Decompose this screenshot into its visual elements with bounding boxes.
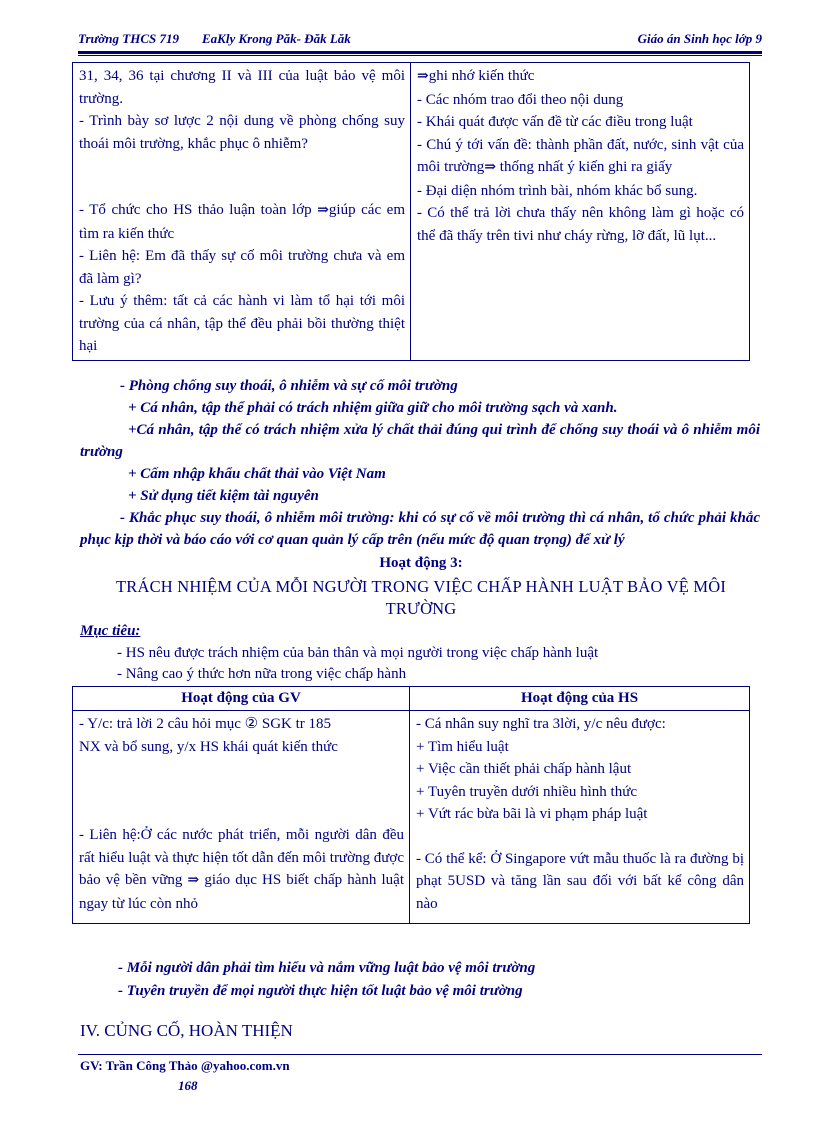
header-location: EaKly Krong Păk- Đăk Lăk	[202, 31, 351, 46]
spacer	[79, 802, 404, 824]
header-rule-thick	[78, 51, 762, 54]
header-subject: Giáo án Sinh học lớp 9	[637, 31, 762, 46]
header-school: Trường THCS 719	[78, 31, 179, 46]
section-heading: IV. CỦNG CỐ, HOÀN THIỆN	[80, 1021, 293, 1040]
hs-text: + Tìm hiểu luật	[416, 738, 509, 755]
summary-block-1	[80, 375, 760, 551]
activity-table-continued	[72, 62, 750, 361]
objective-label: Mục tiêu:	[80, 623, 141, 639]
spacer	[416, 826, 744, 848]
gv-column	[73, 711, 410, 924]
hs-text: - Cá nhân suy nghĩ tra 3lời, y/c nêu được:	[416, 716, 666, 732]
spacer	[79, 177, 405, 199]
activity-heading: TRÁCH NHIỆM CỦA MỖI NGƯỜI TRONG VIỆC CHẤP HÀNH LUẬT BẢO VỆ MÔI TRƯỜNG	[115, 577, 727, 618]
hs-column	[411, 63, 750, 361]
gv-column	[73, 63, 411, 361]
column-header-gv: Hoạt động của GV	[73, 687, 410, 711]
page-header	[78, 31, 762, 49]
gv-text: - Y/c: trả lời 2 câu hỏi mục ② SGK tr 185	[79, 716, 332, 732]
summary-item: - Khắc phục suy thoái, ô nhiễm môi trường: khi có sự cố về môi trường thì cá nhân, tổ chức phải khắc phục kịp thời và báo cáo với cơ quan quản lý cấp trên (nếu mức độ quan trọng) để xử lý	[80, 510, 760, 548]
hs-column	[410, 711, 750, 924]
summary2-item: - Mỗi người dân phải tìm hiểu và nắm vững luật bảo vệ môi trường	[118, 960, 536, 976]
objective-item: - Nâng cao ý thức hơn nữa trong việc chấp hành	[117, 666, 407, 682]
summary-item: +Cá nhân, tập thể có trách nhiệm xửa lý chất thải đúng qui trình để chống suy thoái và ô nhiễm môi trường	[80, 422, 760, 460]
summary-item: + Sử dụng tiết kiệm tài nguyên	[128, 488, 319, 504]
arrow-icon: ⇒	[187, 873, 200, 888]
hs-text: - Đại diện nhóm trình bài, nhóm khác bổ sung.	[417, 182, 698, 199]
hs-text: - Có thể trả lời chưa thấy nên không làm gì hoặc có thể đã thấy trên tivi như cháy rừng, lỡ đất, lũ lụt...	[417, 205, 744, 244]
page-number: 168	[178, 1078, 198, 1093]
hs-text: - Có thể kể: Ở Singapore vứt mẫu thuốc là ra đường bị phạt 5USD và tăng lần sau đối với bất kể công dân nào	[416, 850, 744, 912]
gv-text: NX và bổ sung, y/x HS khái quát kiến thức	[79, 738, 338, 755]
column-header-hs: Hoạt động của HS	[410, 687, 750, 711]
gv-text: - Tổ chức cho HS thảo luận toàn lớp ⇒giúp các em tìm ra kiến thức	[79, 202, 405, 242]
gv-text: - Trình bày sơ lược 2 nội dung về phòng chống suy thoái môi trường, khắc phục ô nhiễm?	[79, 113, 405, 152]
objective-item: - HS nêu được trách nhiệm của bản thân và mọi người trong việc chấp hành luật	[117, 645, 599, 661]
summary-item: - Phòng chống suy thoái, ô nhiễm và sự cố môi trường	[120, 378, 458, 394]
hs-text: - Chú ý tới vấn đề: thành phần đất, nước, sinh vật của môi trường⇒ thống nhất ý kiến ghi ra giấy	[417, 136, 744, 175]
gv-text: 31, 34, 36 tại chương II và III của luật bảo vệ môi trường.	[79, 68, 405, 107]
arrow-icon: ⇒	[417, 69, 429, 84]
activity-table	[72, 686, 750, 924]
summary-item: + Cấm nhập khẩu chất thải vào Việt Nam	[128, 466, 386, 482]
summary2-item: - Tuyên truyền để mọi người thực hiện tốt luật bảo vệ môi trường	[118, 983, 523, 999]
summary-item: + Cá nhân, tập thể phải có trách nhiệm giữa giữ cho môi trường sạch và xanh.	[128, 400, 618, 416]
hs-text: - Khái quát được vấn đề từ các điều trong luật	[417, 114, 693, 130]
arrow-icon: ⇒	[317, 203, 329, 218]
gv-text: - Lưu ý thêm: tất cả các hành vi làm tổ hại tới môi trường của cá nhân, tập thể đều phải bồi thường thiệt hại	[79, 293, 405, 354]
spacer	[79, 155, 405, 177]
footer-author: GV: Trần Công Thảo @yahoo.com.vn	[80, 1058, 290, 1073]
hs-text: + Tuyên truyền dưới nhiều hình thức	[416, 783, 637, 800]
spacer	[79, 758, 404, 780]
hs-text: ⇒ghi nhớ kiến thức	[417, 68, 535, 84]
arrow-icon: ⇒	[484, 160, 497, 175]
hs-text: + Vứt rác bừa bãi là vi phạm pháp luật	[416, 806, 648, 822]
gv-text: - Liên hệ: Em đã thấy sự cố môi trường chưa và em đã làm gì?	[79, 248, 405, 287]
activity-title: Hoạt động 3:	[379, 555, 463, 571]
spacer	[79, 780, 404, 802]
footer-rule	[78, 1054, 762, 1055]
hs-text: + Việc cần thiết phải chấp hành lậut	[416, 761, 632, 777]
header-rule-thin	[78, 55, 762, 56]
gv-text: - Liên hệ:Ở các nước phát triển, mỗi người dân đều rất hiểu luật và thực hiện tốt dẫn đến môi trường được bảo vệ bền vững ⇒ giáo dục HS biết chấp hành luật ngay từ lúc còn nhỏ	[79, 827, 404, 912]
hs-text: - Các nhóm trao đổi theo nội dung	[417, 91, 624, 108]
